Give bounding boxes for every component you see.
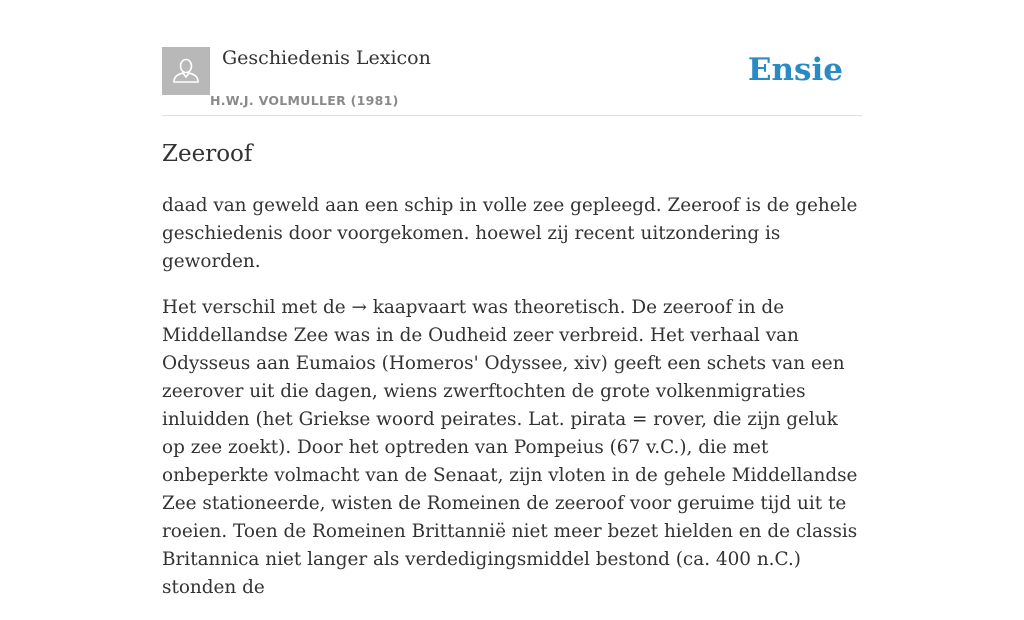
source-author[interactable]: H.W.J. VOLMULLER (1981) bbox=[210, 93, 399, 108]
article bbox=[162, 136, 862, 620]
paragraph-text: was theoretisch. De zeeroof in de Middellandse Zee was in de Oudheid zeer verbreid. Het verhaal van Odysseus aan Eumaios (Homeros' Odyssee, xiv) geeft een schets van een zeerover uit die dagen, wiens zwerftochten de grote volkenmigraties inluidden (het Griekse woord peirates. Lat. pirata = rover, die zijn geluk op zee zoekt). Door het optreden van Pompeius (67 v.C.), die met onbeperkte volmacht van de Senaat, zijn vloten in de gehele Middellandse Zee stationeerde, wisten de Romeinen de zeeroof voor geruime tijd uit te roeien. Toen de Romeinen Brittannië niet meer bezet hielden en de classis Britannica niet langer als verdedigingsmiddel bestond (ca. 400 n.C.) stonden de bbox=[162, 297, 858, 598]
paragraph bbox=[162, 294, 862, 602]
entry-title: Zeeroof bbox=[162, 141, 253, 167]
source-header bbox=[162, 45, 862, 116]
source-title[interactable]: Geschiedenis Lexicon bbox=[222, 47, 431, 69]
cross-reference-link[interactable]: → kaapvaart bbox=[351, 297, 467, 318]
user-avatar-icon[interactable] bbox=[162, 47, 210, 95]
brand-logo[interactable]: Ensie bbox=[747, 52, 843, 88]
paragraph: daad van geweld aan een schip in volle zee gepleegd. Zeeroof is de gehele geschiedenis door voorgekomen. hoewel zij recent uitzondering is geworden. bbox=[162, 195, 858, 272]
paragraph-text: Het verschil met de bbox=[162, 297, 352, 318]
